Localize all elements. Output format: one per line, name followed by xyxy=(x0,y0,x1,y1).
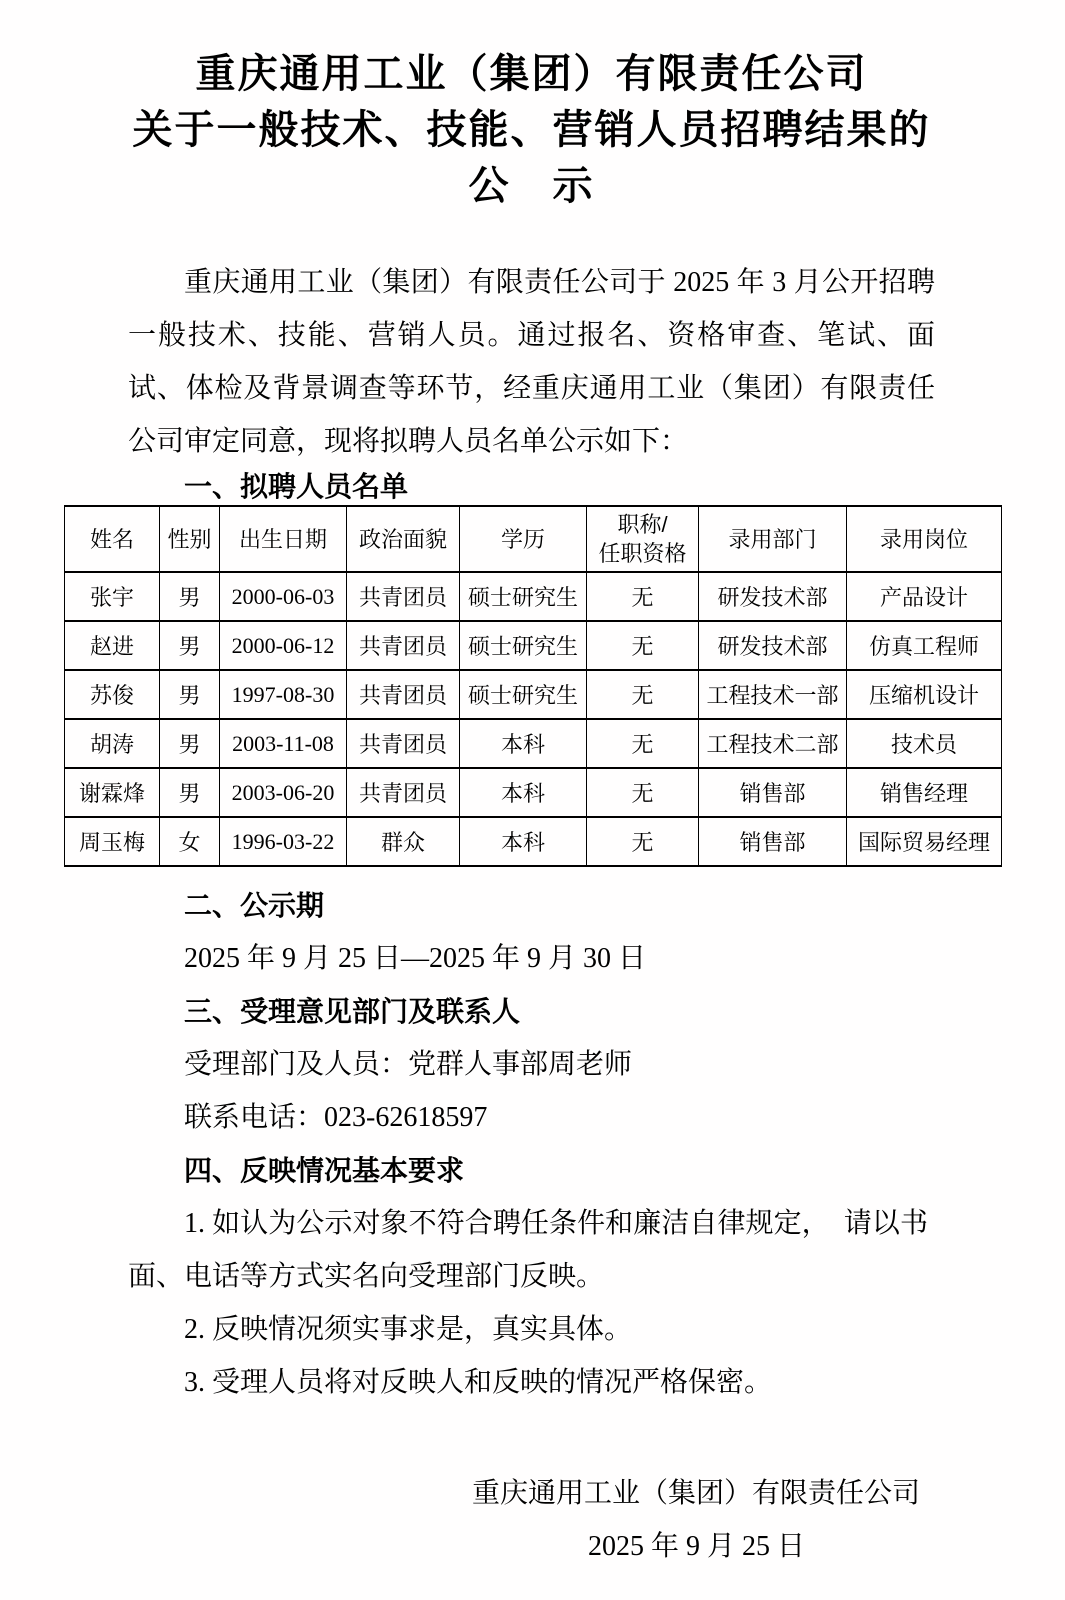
table-cell: 硕士研究生 xyxy=(460,572,587,621)
col-header-name xyxy=(65,506,160,572)
section-1-heading: 一、拟聘人员名单 xyxy=(184,471,409,502)
col-header-recruiting-department xyxy=(699,506,847,572)
table-cell: 1996-03-22 xyxy=(220,817,347,866)
col-header-title-line2: 任职资格 xyxy=(598,541,687,566)
col-header-birthdate xyxy=(220,506,347,572)
contact-phone: 联系电话：023-62618597 xyxy=(184,1102,488,1133)
col-header-recruiting-position-label: 录用岗位 xyxy=(879,526,968,552)
table-cell: 仿真工程师 xyxy=(847,621,1002,670)
table-cell: 无 xyxy=(587,670,699,719)
table-cell: 无 xyxy=(587,719,699,768)
title-line-2: 关于一般技术、技能、营销人员招聘结果的 xyxy=(132,107,931,152)
table-cell: 男 xyxy=(160,670,220,719)
table-cell: 2003-11-08 xyxy=(220,719,347,768)
table-cell: 技术员 xyxy=(847,719,1002,768)
table-row xyxy=(65,817,1002,866)
signature-company: 重庆通用工业（集团）有限责任公司 xyxy=(471,1478,920,1509)
table-cell: 群众 xyxy=(347,817,460,866)
table-cell: 赵进 xyxy=(65,621,160,670)
table-cell: 本科 xyxy=(460,719,587,768)
table-cell: 无 xyxy=(587,768,699,817)
col-header-education xyxy=(460,506,587,572)
col-header-birthdate-label: 出生日期 xyxy=(238,526,327,552)
table-cell: 国际贸易经理 xyxy=(847,817,1002,866)
table-cell: 压缩机设计 xyxy=(847,670,1002,719)
table-cell: 1997-08-30 xyxy=(220,670,347,719)
table-cell: 周玉梅 xyxy=(65,817,160,866)
table-cell: 硕士研究生 xyxy=(460,670,587,719)
section-2-heading: 二、公示期 xyxy=(184,890,325,921)
contact-department: 受理部门及人员：党群人事部周老师 xyxy=(184,1049,633,1080)
table-cell: 男 xyxy=(160,621,220,670)
col-header-political-status-label: 政治面貌 xyxy=(358,526,447,552)
col-header-recruiting-position xyxy=(847,506,1002,572)
table-header-row xyxy=(65,506,1002,572)
table-cell: 张宇 xyxy=(65,572,160,621)
table-cell: 胡涛 xyxy=(65,719,160,768)
table-cell: 共青团员 xyxy=(347,719,460,768)
table-row xyxy=(65,768,1002,817)
table-cell: 2000-06-03 xyxy=(220,572,347,621)
table-row xyxy=(65,719,1002,768)
col-header-recruiting-department-label: 录用部门 xyxy=(728,526,817,552)
document-title xyxy=(128,46,935,214)
requirement-item-3: 3. 受理人员将对反映人和反映的情况严格保密。 xyxy=(184,1367,773,1398)
table-row xyxy=(65,572,1002,621)
table-cell: 销售部 xyxy=(699,768,847,817)
requirement-item-1: 1. 如认为公示对象不符合聘任条件和廉洁自律规定， 请以书面、电话等方式实名向受理部门反映。 xyxy=(128,1208,928,1292)
table-cell: 工程技术一部 xyxy=(699,670,847,719)
table-cell: 苏俊 xyxy=(65,670,160,719)
document-sections xyxy=(128,879,935,1409)
title-line-1: 重庆通用工业（集团）有限责任公司 xyxy=(195,51,868,96)
col-header-political-status xyxy=(347,506,460,572)
table-cell: 男 xyxy=(160,572,220,621)
table-cell: 男 xyxy=(160,768,220,817)
table-cell: 共青团员 xyxy=(347,768,460,817)
table-cell: 无 xyxy=(587,572,699,621)
section-3-heading: 三、受理意见部门及联系人 xyxy=(184,996,521,1027)
table-cell: 销售经理 xyxy=(847,768,1002,817)
section-4-heading: 四、反映情况基本要求 xyxy=(184,1155,465,1186)
publicity-period: 2025 年 9 月 25 日—2025 年 9 月 30 日 xyxy=(184,943,647,974)
table-cell: 无 xyxy=(587,817,699,866)
intro-paragraph: 重庆通用工业（集团）有限责任公司于 2025 年 3 月公开招聘一般技术、技能、营销人员。通过报名、资格审查、笔试、面试、体检及背景调查等环节，经重庆通用工业（集团）有限责任公司审定同意，现将拟聘人员名单公示如下： xyxy=(128,267,935,457)
table-cell: 共青团员 xyxy=(347,621,460,670)
table-cell: 研发技术部 xyxy=(699,621,847,670)
col-header-title-line1: 职称/ xyxy=(617,512,668,537)
col-header-title-qualification xyxy=(587,506,699,572)
table-cell: 无 xyxy=(587,621,699,670)
hire-roster-table xyxy=(64,505,1002,867)
col-header-gender xyxy=(160,506,220,572)
table-cell: 共青团员 xyxy=(347,572,460,621)
col-header-gender-label: 性别 xyxy=(167,526,212,552)
table-cell: 女 xyxy=(160,817,220,866)
title-line-3: 公 示 xyxy=(468,163,595,208)
col-header-name-label: 姓名 xyxy=(89,526,134,552)
table-cell: 共青团员 xyxy=(347,670,460,719)
table-cell: 销售部 xyxy=(699,817,847,866)
table-cell: 本科 xyxy=(460,817,587,866)
table-cell: 2003-06-20 xyxy=(220,768,347,817)
table-cell: 工程技术二部 xyxy=(699,719,847,768)
table-cell: 产品设计 xyxy=(847,572,1002,621)
table-row xyxy=(65,670,1002,719)
table-row xyxy=(65,621,1002,670)
table-cell: 谢霖烽 xyxy=(65,768,160,817)
table-cell: 男 xyxy=(160,719,220,768)
table-cell: 研发技术部 xyxy=(699,572,847,621)
table-cell: 本科 xyxy=(460,768,587,817)
signature-date: 2025 年 9 月 25 日 xyxy=(587,1531,805,1562)
signature-block xyxy=(128,1467,935,1573)
table-cell: 2000-06-12 xyxy=(220,621,347,670)
requirement-item-2: 2. 反映情况须实事求是，真实具体。 xyxy=(184,1314,633,1345)
col-header-education-label: 学历 xyxy=(500,526,545,552)
table-cell: 硕士研究生 xyxy=(460,621,587,670)
